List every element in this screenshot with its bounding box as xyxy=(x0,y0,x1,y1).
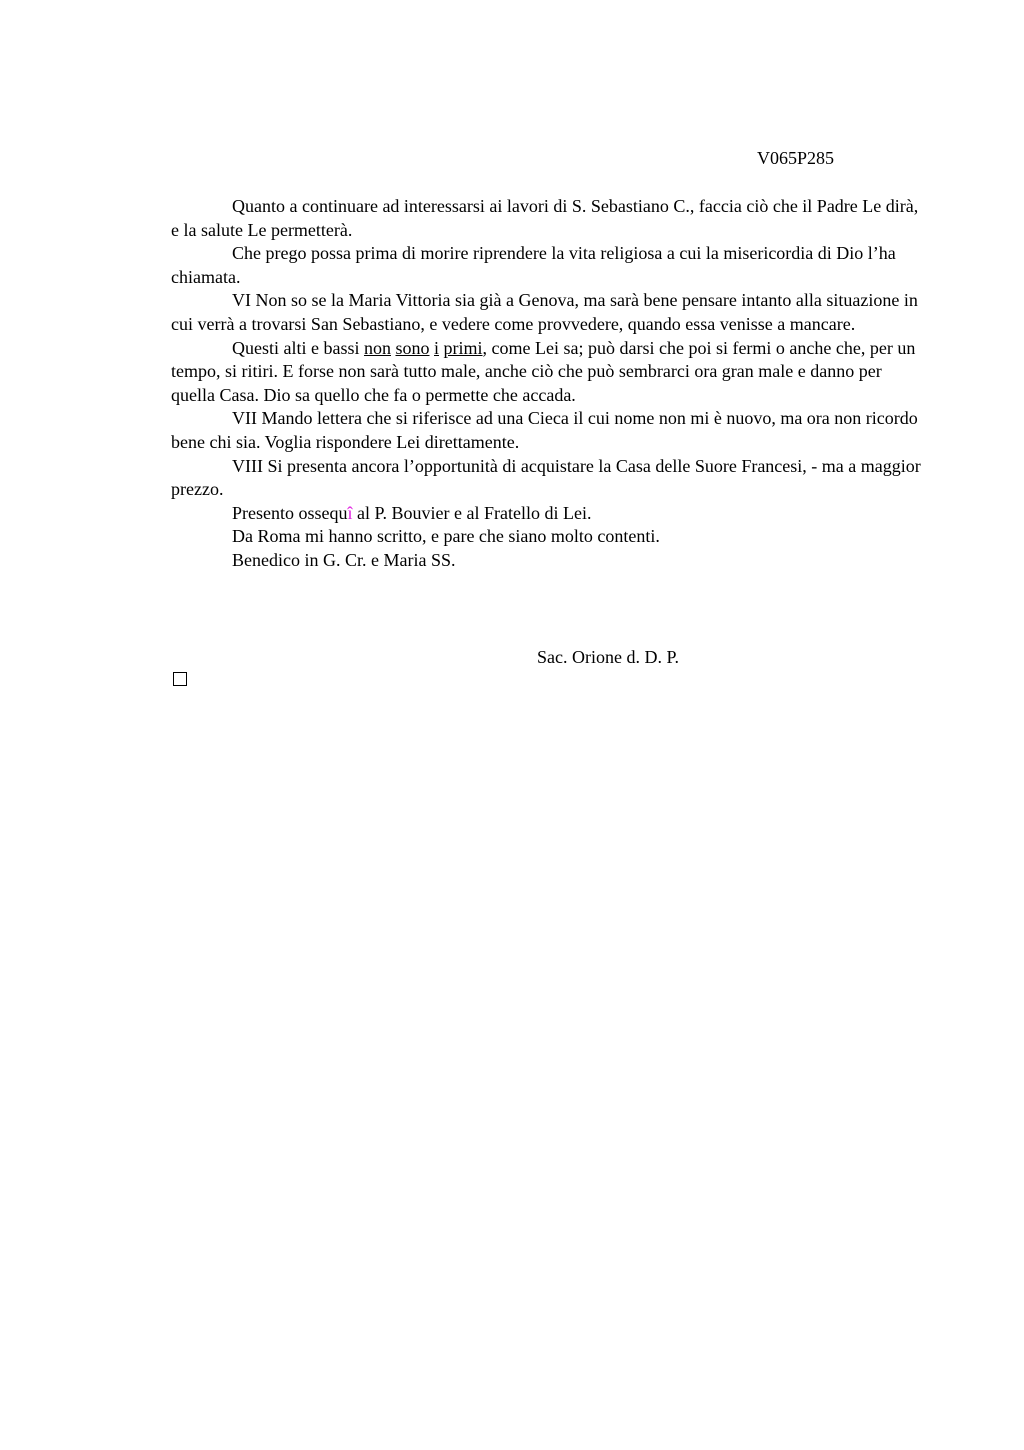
underlined-word: non xyxy=(363,337,391,358)
paragraph: Che prego possa prima di morire riprendere la vita religiosa a cui la misericordia di Dio l’ha chiamata. xyxy=(171,243,896,287)
paragraph: Benedico in G. Cr. e Maria SS. xyxy=(232,549,456,570)
paragraph: VIII Si presenta ancora l’opportunità di acquistare la Casa delle Suore Francesi, - ma a maggior prezzo. xyxy=(171,455,921,500)
letter-body xyxy=(171,195,927,573)
checkbox-square-icon xyxy=(173,672,187,686)
text-run: Questi alti e bassi xyxy=(232,337,364,358)
page-reference: V065P285 xyxy=(757,148,835,168)
underlined-word: primi xyxy=(443,337,483,358)
paragraph: Quanto a continuare ad interessarsi ai lavori di S. Sebastiano C., faccia ciò che il Padre Le dirà, e la salute Le permetterà. xyxy=(171,196,919,240)
text-run: , come Lei sa; può darsi che poi si fermi o anche che, per un tempo, si ritiri. E forse non sarà tutto male, anche ciò che può sembrarci ora gran male e danno per quella Casa. Dio sa quello che fa o permette che accada. xyxy=(171,337,916,405)
paragraph xyxy=(171,337,927,408)
signature: Sac. Orione d. D. P. xyxy=(537,647,679,667)
paragraph: Da Roma mi hanno scritto, e pare che siano molto contenti. xyxy=(232,526,660,547)
highlighted-char: î xyxy=(347,502,353,523)
underlined-word: i xyxy=(434,337,440,358)
underlined-word: sono xyxy=(395,337,430,358)
text-run: al P. Bouvier e al Fratello di Lei. xyxy=(352,502,592,523)
paragraph: VII Mando lettera che si riferisce ad una Cieca il cui nome non mi è nuovo, ma ora non ricordo bene chi sia. Voglia rispondere Lei direttamente. xyxy=(171,408,918,452)
paragraph xyxy=(171,502,927,526)
text-run: Presento ossequ xyxy=(232,502,348,523)
paragraph: VI Non so se la Maria Vittoria sia già a Genova, ma sarà bene pensare intanto alla situazione in cui verrà a trovarsi San Sebastiano, e vedere come provvedere, quando essa venisse a mancare. xyxy=(171,290,918,334)
